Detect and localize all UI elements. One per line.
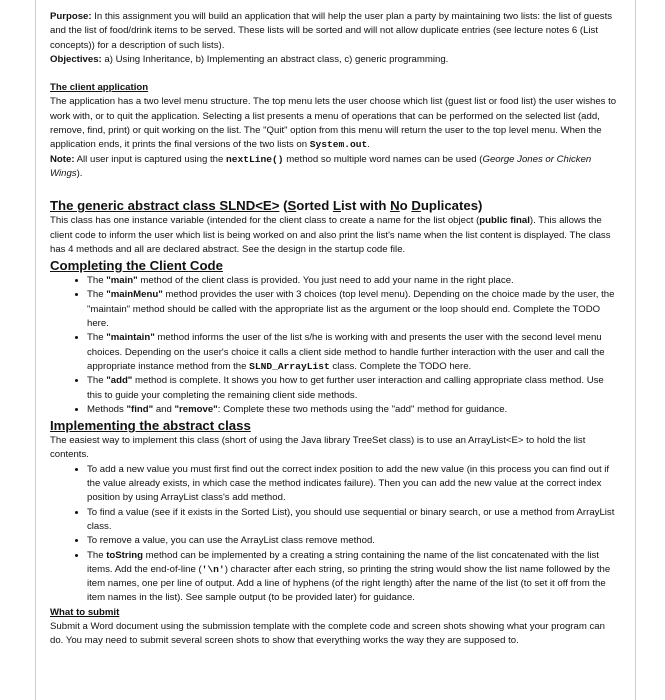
note-text-b: method so multiple word names can be used ( [283,153,483,165]
implementing-heading [50,417,620,434]
slnd-d-rest: uplicates) [420,198,483,214]
list-item-text: method of the client class is provided. You just need to add your name in the right place. [137,275,514,287]
tostring-bold: toString [106,549,143,561]
list-item [87,549,620,606]
purpose-paragraph [50,10,620,53]
slnd-heading [50,197,620,214]
tostring-code: '\n' [201,563,225,575]
list-item-bold: "mainMenu" [106,289,163,301]
note-code: nextLine() [225,153,284,165]
client-app-body-end: . [367,139,370,151]
implementing-body: The easiest way to implement this class (short of using the Java library TreeSet class) is to use an ArrayList<E> to hold the list contents. [50,435,586,461]
submit-body: Submit a Word document using the submission template with the complete code and screen shots showing what your program can do. You may need to submit several screen shots to show that everything works the way they are supposed to. [50,620,605,647]
list-item-code: SLND_ArrayList [249,360,330,372]
note-label: Note: [50,153,75,165]
implementing-heading-text: Implementing the abstract class [50,418,251,434]
client-app-code: System.out [309,139,368,151]
methods-and: and [153,403,175,415]
slnd-l-rest: ist with [340,198,391,214]
list-item-bold: "add" [106,375,133,387]
slnd-body-a: This class has one instance variable (intended for the client class to create a name for the list object ( [50,215,480,227]
list-item [87,288,620,331]
slnd-body-b: ). This allows the client code to inform the user which list is being worked on and also print the list's name when the list content is displayed. The class has 4 methods and all are declared abstract. See the design in the startup code file. [50,215,611,255]
submit-heading: What to submit [50,606,120,618]
spacer [50,181,620,197]
slnd-body-bold: public final [479,215,530,227]
list-item-prefix: The [87,289,107,301]
objectives-paragraph [50,53,620,67]
methods-find: "find" [126,403,154,415]
tostring-c: ) character after each string, so printing the string would show the list name followed by the item names, one per line of output. Add a line of hyphens (of the right length) after the name of the list (to set it off from the item names in the list). See sample output (to be provided later) for guidance. [87,563,611,604]
list-item-text: method is complete. It shows you how to get further user interaction and calling appropriate class method. Use this to guide your completing the remaining client side methods. [87,375,604,401]
client-app-body: The application has a two level menu structure. The top menu lets the user choose which list (guest list or food list) the user wishes to work with, or to quit the application. Selecting a list presents a menu of operations that can be performed on the selected list (add, remove, find, print) or quit working on the list. The "Quit" option from this menu will return the user to the top level menu. When the application ends, it prints the final versions of the two lists on [50,96,617,151]
spacer [50,67,620,81]
note-paragraph [50,153,620,182]
list-item [87,403,620,417]
note-text-c: ). [76,167,83,179]
completing-heading [50,257,620,274]
slnd-heading-main: The generic abstract class SLND<E> [50,198,280,214]
list-item: • To remove a value, you can use the ArrayList class remove method. [87,534,620,548]
list-item [87,374,620,403]
slnd-n-letter: N [390,198,400,214]
list-item [87,274,620,288]
tostring-b: method can be implemented by a creating a string containing the name of the list concatenated with the list items. Add the end-of-line ( [87,549,599,575]
document-body [50,10,620,649]
methods-prefix: Methods [87,403,127,415]
note-example: George Jones or Chicken Wings [50,153,592,179]
tostring-a: The [87,549,107,561]
list-item-prefix: The [87,332,107,344]
client-app-paragraph [50,95,620,152]
list-item-text: method informs the user of the list s/he is working with and presents the user with the second level menu choices. Depending on the user's choice it calls a client side method to handle further interaction with the user and call the appropriate instance method from the [87,332,605,372]
list-item-prefix: The [87,375,107,387]
purpose-text: In this assignment you will build an application that will help the user plan a party by maintaining two lists: the list of guests and the list of food/drink items to be served. These lists will be sorted and will not allow duplicate entries (see lecture notes 6 (List concepts)) for a description of such lists). [50,11,613,51]
slnd-l-letter: L [332,198,341,214]
objectives-label: Objectives: [50,53,102,65]
slnd-s-letter: S [287,198,297,214]
completing-list [50,274,620,417]
note-text-a: All user input is captured using the [74,153,226,165]
objectives-text: a) Using Inheritance, b) Implementing an abstract class, c) generic programming. [101,53,449,65]
list-item-bold: "main" [106,275,138,287]
list-item-text-end: class. Complete the TODO here. [329,360,472,372]
slnd-s-rest: orted [296,198,333,214]
implementing-list [50,463,620,606]
client-app-heading: The client application [50,82,149,94]
completing-heading-text: Completing the Client Code [50,258,223,274]
slnd-paragraph [50,214,620,257]
list-item [87,331,620,374]
list-item-text: method provides the user with 3 choices (top level menu). Depending on the choice made by the user, the "maintain" method should be called with the appropriate list as the argument or the loop should end. Complete the TODO here. [87,289,615,330]
list-item-prefix: The [87,275,107,287]
slnd-heading-open: ( [279,198,288,214]
methods-text: : Complete these two methods using the "add" method for guidance. [217,403,508,415]
list-item: • To add a new value you must first find out the correct index position to add the new value (in this process you can find out if the value already exists, in which case the method indicates failure). Then you can add the new value at the correct index position by using ArrayList class's add method. [87,463,620,506]
methods-remove: "remove" [174,403,218,415]
purpose-label: Purpose: [50,11,92,22]
list-item-bold: "maintain" [106,332,155,344]
slnd-n-rest: o [399,198,412,214]
list-item: • To find a value (see if it exists in the Sorted List), you should use sequential or binary search, or use a method from ArrayList class. [87,506,620,535]
slnd-d-letter: D [411,198,421,214]
